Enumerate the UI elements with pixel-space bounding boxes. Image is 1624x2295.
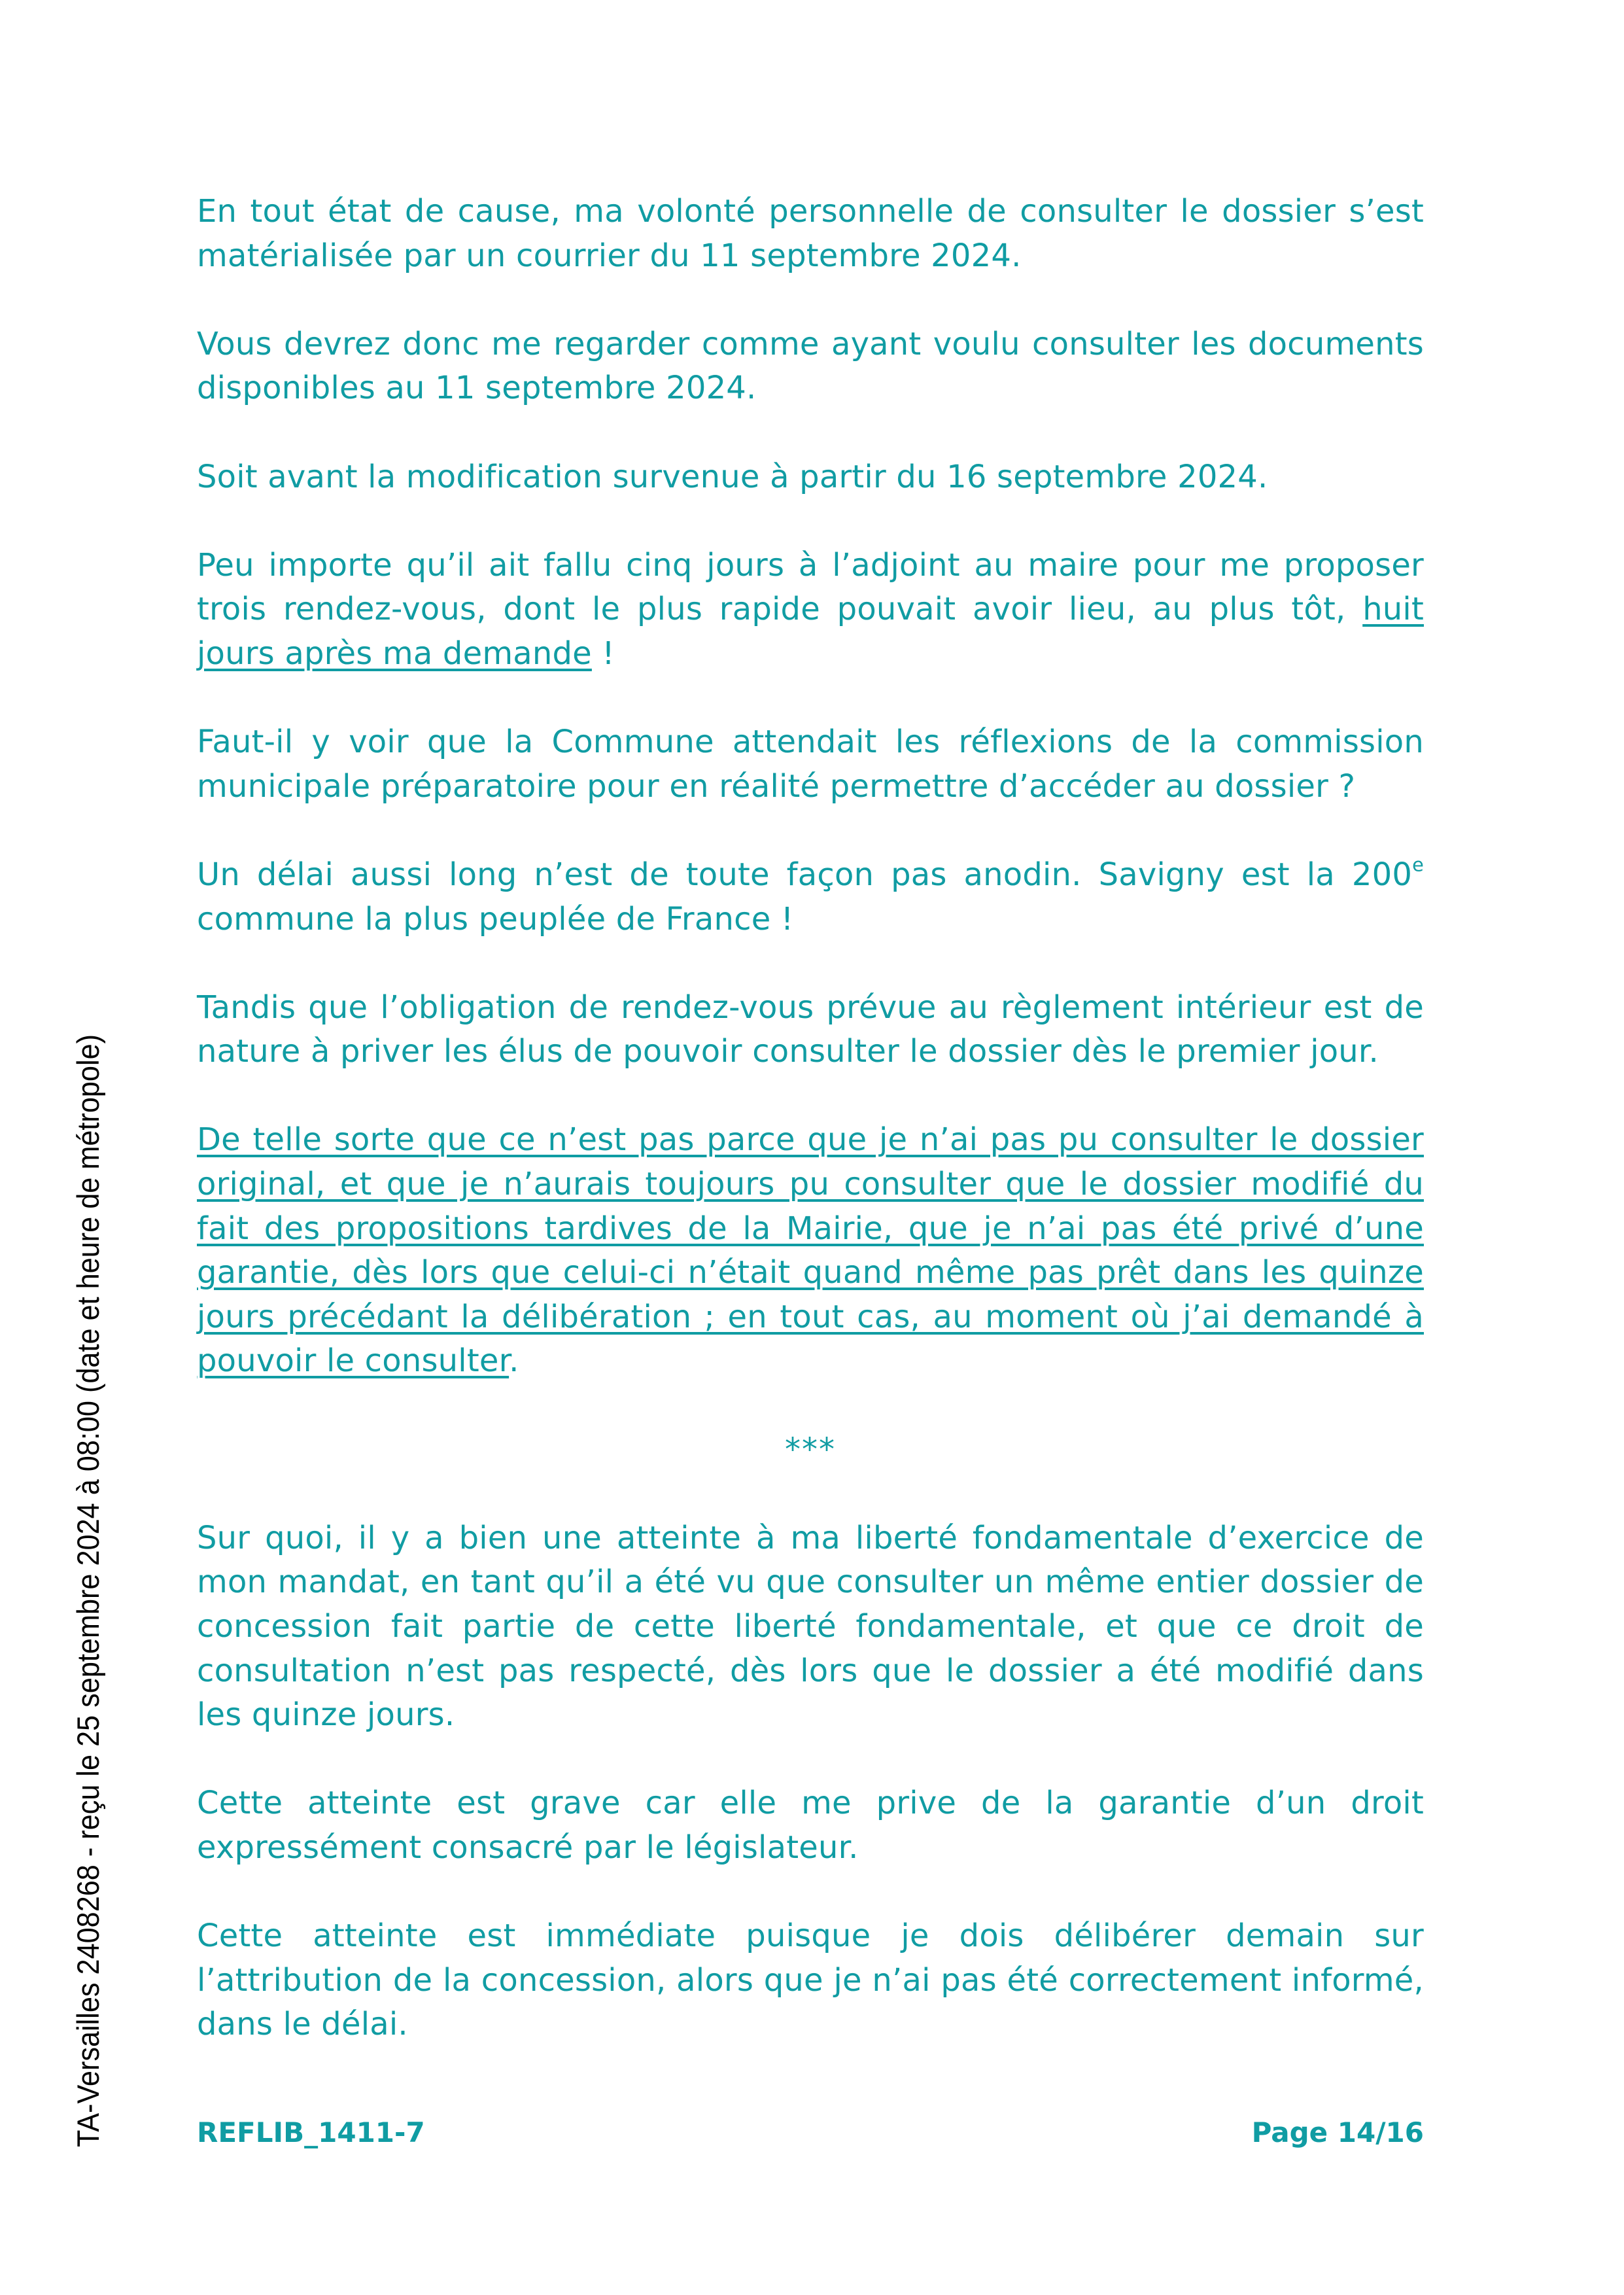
paragraph-grave-infringement: Cette atteinte est grave car elle me prive de la garantie d’un droit expressément consacré par le législateur. xyxy=(197,1785,1424,1866)
underlined-argument-text: De telle sorte que ce n’est pas parce que je n’ai pas pu consulter le dossier original, et que je n’aurais toujours pu consulter que le dossier modifié du fait des propositions tardives de la Mairie, que je n’ai pas été privé d’une garantie, dès lors que celui-ci n’était quand même pas prêt dans les quinze jours précédant la délibération ; en tout cas, au moment où j’ai demandé à pouvoir le consulter xyxy=(197,1121,1424,1380)
paragraph-delay-not-trivial xyxy=(197,853,1424,941)
paragraph-immediate-infringement: Cette atteinte est immédiate puisque je dois délibérer demain sur l’attribution de la concession, alors que je n’ai pas été correctement informé, dans le délai. xyxy=(197,1918,1424,2043)
period: . xyxy=(509,1342,519,1380)
paragraph-underlined-argument xyxy=(197,1118,1424,1384)
paragraph-appointment-delay xyxy=(197,544,1424,676)
document-reference: REFLIB_1411-7 xyxy=(197,2116,425,2148)
appointment-delay-text: Peu importe qu’il ait fallu cinq jours à l’adjoint au maire pour me proposer trois rendez-vous, dont le plus rapide pouvait avoir lieu, au plus tôt, xyxy=(197,546,1424,628)
paragraph-fundamental-liberty: Sur quoi, il y a bien une atteinte à ma liberté fondamentale d’exercice de mon mandat, en tant qu’il a été vu que consulter un même entier dossier de concession fait partie de cette liberté fondamentale, et que ce droit de consultation n’est pas respecté, dès lors que le dossier a été modifié dans les quinze jours. xyxy=(197,1519,1424,1734)
paragraph-before-modification: Soit avant la modification survenue à partir du 16 septembre 2024. xyxy=(197,458,1268,495)
delay-text-tail: commune la plus peuplée de France ! xyxy=(197,900,794,937)
exclamation: ! xyxy=(591,635,615,672)
page-number: Page 14/16 xyxy=(1251,2116,1424,2148)
delay-text: Un délai aussi long n’est de toute façon pas anodin. Savigny est la 200 xyxy=(197,856,1413,893)
paragraph-rules-obligation: Tandis que l’obligation de rendez-vous prévue au règlement intérieur est de nature à priver les élus de pouvoir consulter le dossier dès le premier jour. xyxy=(197,989,1424,1070)
paragraph-commission-question: Faut-il y voir que la Commune attendait les réflexions de la commission municipale préparatoire pour en réalité permettre d’accéder au dossier ? xyxy=(197,724,1424,805)
paragraph-personal-request: En tout état de cause, ma volonté personnelle de consulter le dossier s’est matérialisée par un courrier du 11 septembre 2024. xyxy=(197,193,1424,274)
court-receipt-stamp: TA-Versailles 2408268 - reçu le 25 septembre 2024 à 08:00 (date et heure de métropole) xyxy=(71,1034,105,2147)
ordinal-superscript: e xyxy=(1412,853,1424,876)
document-body xyxy=(197,190,1424,2092)
page-footer xyxy=(197,2116,1424,2149)
paragraph-documents-available: Vous devrez donc me regarder comme ayant voulu consulter les documents disponibles au 11 septembre 2024. xyxy=(197,325,1424,407)
underlined-emphasis: huit jours après ma demande xyxy=(197,591,1424,672)
section-separator: *** xyxy=(785,1431,836,1468)
